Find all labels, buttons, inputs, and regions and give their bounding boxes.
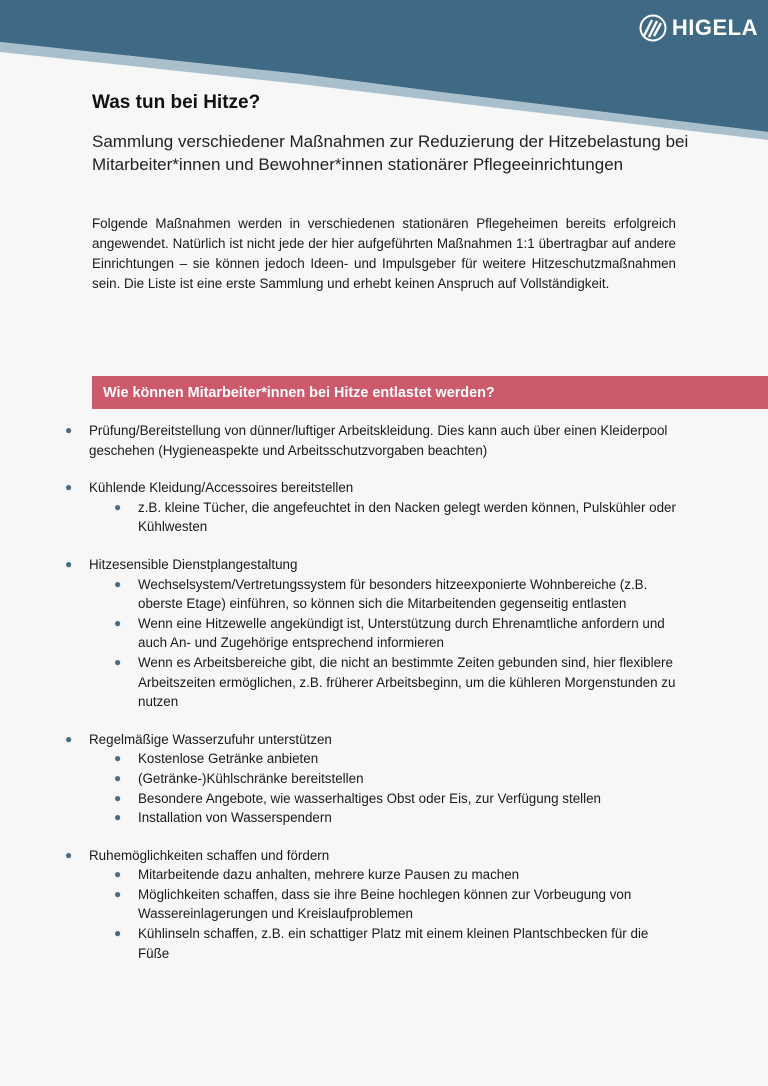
sub-list-item-text: Installation von Wasserspendern	[138, 810, 332, 826]
bullet-icon: ●	[114, 751, 122, 766]
sub-list-item-text: Mitarbeitende dazu anhalten, mehrere kurze Pausen zu machen	[138, 867, 520, 883]
list-item-text: Hitzesensible Dienstplangestaltung	[89, 556, 298, 572]
section-heading: Wie können Mitarbeiter*innen bei Hitze entlastet werden?	[103, 384, 495, 401]
intro-paragraph: Folgende Maßnahmen werden in verschiedenen stationären Pflegeheimen bereits erfolgreich angewendet. Natürlich ist nicht jede der hier aufgeführten Maßnahmen 1:1 übertragbar auf andere Einrichtungen – sie können jedoch Ideen- und Impulsgeber für weitere Hitzeschutzmaßnahmen sein. Die Liste ist eine erste Sammlung und erhebt keinen Anspruch auf Vollständigkeit.	[92, 216, 676, 291]
bullet-icon: ●	[114, 576, 122, 591]
bullet-icon: ●	[65, 847, 73, 862]
page-subtitle: Sammlung verschiedener Maßnahmen zur Reduzierung der Hitzebelastung bei Mitarbeiter*innen und Bewohner*innen stationärer Pflegeeinrichtungen	[92, 132, 689, 174]
sub-list-item	[89, 614, 678, 653]
higela-logo	[638, 14, 758, 42]
sub-list-item-text: z.B. kleine Tücher, die angefeuchtet in den Nacken gelegt werden können, Pulskühler oder Kühlwesten	[138, 499, 676, 535]
bullet-icon: ●	[65, 731, 73, 746]
sub-list	[89, 575, 689, 712]
measures-list	[0, 421, 768, 981]
sub-list-item-text: Besondere Angebote, wie wasserhaltiges Obst oder Eis, zur Verfügung stellen	[138, 790, 601, 806]
list-item	[0, 846, 689, 964]
list-item-text: Prüfung/Bereitstellung von dünner/luftiger Arbeitskleidung. Dies kann auch über einen Kleiderpool geschehen (Hygieneaspekte und Arbeitsschutzvorgaben beachten)	[89, 423, 668, 458]
bullet-icon: ●	[114, 615, 122, 630]
bullet-icon: ●	[65, 556, 73, 571]
sub-list-item-text: Wechselsystem/Vertretungssystem für besonders hitzeexponierte Wohnbereiche (z.B. oberste Etage) einführen, so können sich die Mitarbeitenden gegenseitig entlasten	[138, 576, 648, 612]
sub-list-item	[89, 498, 678, 537]
sub-list-item-text: Möglichkeiten schaffen, dass sie ihre Beine hochlegen können zur Vorbeugung von Wassereinlagerungen und Kreislaufproblemen	[138, 886, 632, 922]
section-heading-bar	[92, 376, 768, 409]
sub-list-item	[89, 789, 678, 809]
sub-list-item	[89, 865, 678, 885]
sub-list-item	[89, 924, 678, 963]
logo-mark-icon	[638, 14, 668, 42]
logo-wordmark: HIGELA	[671, 15, 758, 40]
sub-list-item	[89, 808, 678, 828]
bullet-icon: ●	[114, 790, 122, 805]
sub-list-item	[89, 749, 678, 769]
list-item-text: Regelmäßige Wasserzufuhr unterstützen	[89, 731, 332, 747]
sub-list	[89, 865, 689, 963]
list-item-text: Ruhemöglichkeiten schaffen und fördern	[89, 847, 330, 863]
list-item	[0, 421, 689, 460]
list-item	[0, 478, 689, 537]
sub-list-item-text: Wenn es Arbeitsbereiche gibt, die nicht an bestimmte Zeiten gebunden sind, hier flexiblere Arbeitszeiten ermöglichen, z.B. früherer Arbeitsbeginn, um die kühleren Morgenstunden zu nutzen	[138, 654, 676, 710]
sub-list-item-text: (Getränke-)Kühlschränke bereitstellen	[138, 770, 364, 786]
sub-list-item	[89, 769, 678, 789]
sub-list-item	[89, 653, 678, 712]
list-item	[0, 555, 689, 712]
bullet-icon: ●	[114, 810, 122, 825]
bullet-icon: ●	[114, 499, 122, 514]
bullet-icon: ●	[114, 867, 122, 882]
sub-list	[89, 498, 689, 537]
sub-list	[89, 749, 689, 827]
list-item-text: Kühlende Kleidung/Accessoires bereitstellen	[89, 480, 354, 496]
bullet-icon: ●	[114, 926, 122, 941]
sub-list-item	[89, 575, 678, 614]
page-title: Was tun bei Hitze?	[92, 92, 261, 113]
sub-list-item-text: Wenn eine Hitzewelle angekündigt ist, Unterstützung durch Ehrenamtliche anfordern und auch An- und Zugehörige entsprechend informieren	[138, 615, 665, 651]
bullet-icon: ●	[114, 886, 122, 901]
list-item	[0, 730, 689, 828]
sub-list-item	[89, 885, 678, 924]
bullet-icon: ●	[114, 654, 122, 669]
sub-list-item-text: Kostenlose Getränke anbieten	[138, 751, 319, 767]
bullet-icon: ●	[114, 770, 122, 785]
sub-list-item-text: Kühlinseln schaffen, z.B. ein schattiger Platz mit einem kleinen Plantschbecken für die Füße	[138, 926, 649, 961]
bullet-icon: ●	[65, 480, 73, 495]
bullet-icon: ●	[65, 423, 73, 437]
